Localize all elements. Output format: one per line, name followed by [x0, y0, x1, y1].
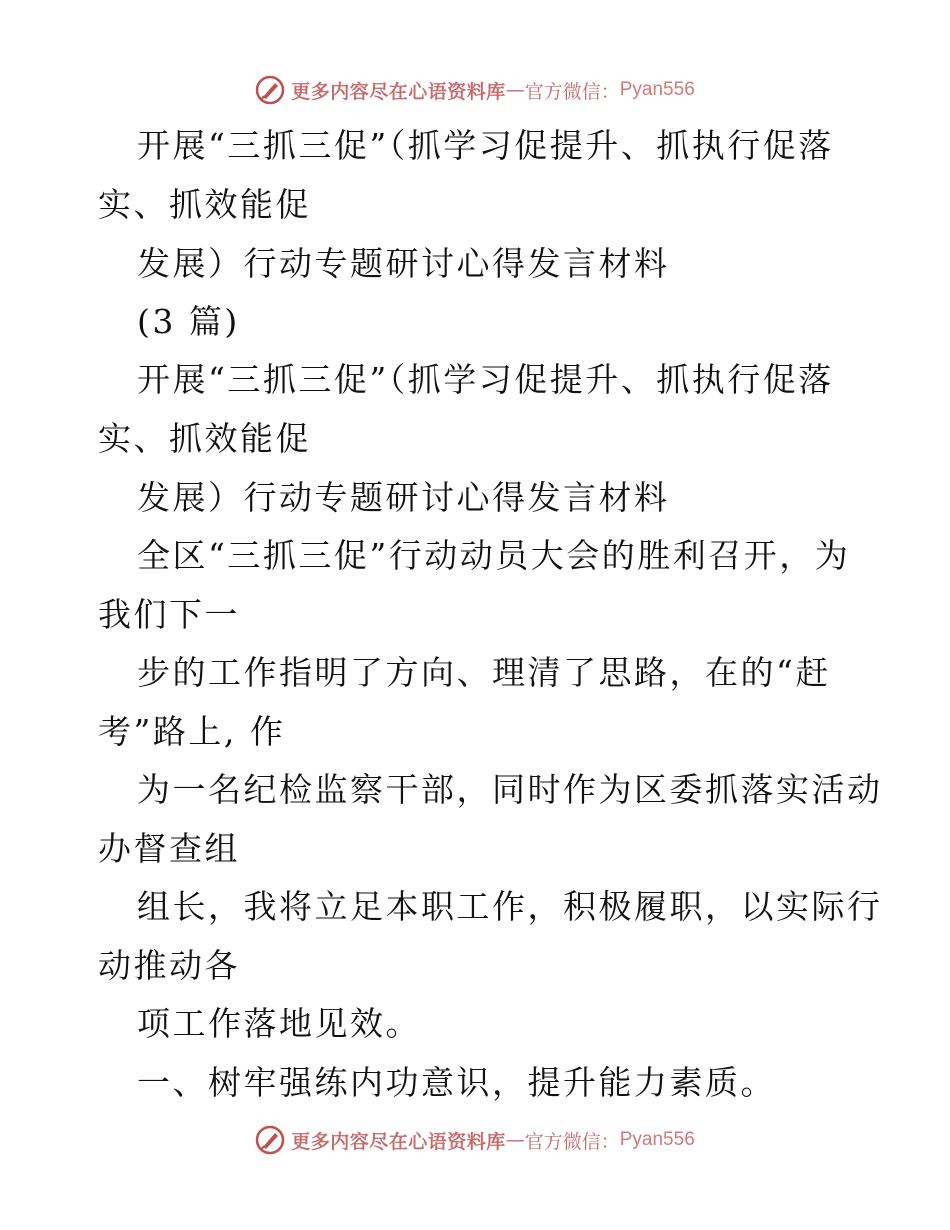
watermark-wechat-id: Pyan556 — [619, 1129, 695, 1150]
watermark-wechat-label: 官方微信： — [524, 1130, 620, 1153]
text-line-14: 组长，我将立足本职工作，积极履职，以实际行 — [137, 887, 883, 926]
text-line-5: 开展“三抓三促”（抓学习促提升、抓执行促落 — [137, 360, 834, 399]
text-line-13: 办督查组 — [98, 829, 240, 868]
text-line-16: 项工作落地见效。 — [137, 1004, 421, 1043]
text-line-3: 发展）行动专题研讨心得发言材料 — [137, 244, 670, 283]
text-line-10: 步的工作指明了方向、理清了思路，在的“赶 — [137, 653, 831, 692]
text-line-2: 实、抓效能促 — [98, 185, 311, 224]
text-line-1: 开展“三抓三促”（抓学习促提升、抓执行促落 — [137, 126, 834, 165]
text-line-9: 我们下一 — [98, 595, 240, 634]
watermark-dash: — — [505, 79, 525, 101]
watermark-dash: — — [505, 1129, 525, 1151]
watermark-site-text: 更多内容尽在心语资料库 — [291, 80, 506, 103]
watermark-wechat-id: Pyan556 — [619, 79, 695, 100]
section-heading-1: 一、树牢强练内功意识，提升能力素质。 — [137, 1063, 776, 1102]
watermark-wechat-label: 官方微信： — [524, 80, 620, 103]
text-line-4: (3 篇) — [137, 302, 240, 341]
text-line-15: 动推动各 — [98, 946, 240, 985]
text-line-8: 全区“三抓三促”行动动员大会的胜利召开，为 — [137, 536, 851, 575]
footer-watermark — [0, 1123, 950, 1157]
quill-logo-icon — [255, 75, 285, 105]
header-watermark — [0, 73, 950, 107]
text-line-11: 考”路上, 作 — [98, 712, 286, 751]
quill-logo-icon — [255, 1125, 285, 1155]
watermark-site-text: 更多内容尽在心语资料库 — [291, 1130, 506, 1153]
text-line-12: 为一名纪检监察干部，同时作为区委抓落实活动 — [137, 770, 883, 809]
text-line-7: 发展）行动专题研讨心得发言材料 — [137, 478, 670, 517]
text-line-6: 实、抓效能促 — [98, 419, 311, 458]
